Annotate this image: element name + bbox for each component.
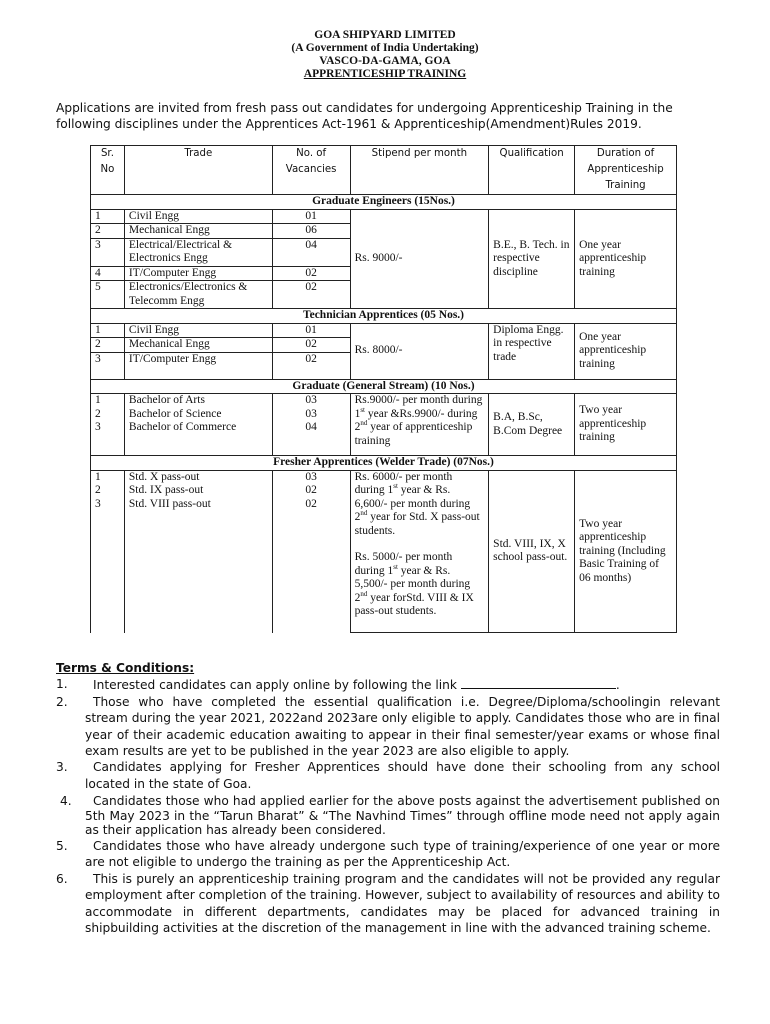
apprenticeship-table [90, 145, 677, 633]
trade-cell: IT/Computer Engg [124, 352, 272, 379]
item-text: Candidates applying for Fresher Apprentices should have done their schooling from any school located in the state of Goa. [85, 760, 720, 791]
stipend-text: year & Rs. 5,500/- per month during 2 [354, 564, 471, 604]
table-row [91, 470, 677, 484]
ordinal-suffix: st [393, 482, 398, 491]
vacancy-cell: 03 [272, 470, 350, 484]
sr-cell: 1 [91, 470, 125, 484]
table-row [91, 209, 677, 224]
sr-cell: 3 [91, 238, 125, 266]
sr-cell: 3 [91, 352, 125, 379]
stipend-cell [350, 394, 489, 456]
trade-cell: Civil Engg [124, 323, 272, 338]
qualification-cell: B.E., B. Tech. in respective discipline [489, 209, 575, 309]
org-subtitle: (A Government of India Undertaking) [291, 42, 479, 54]
duration-cell: Two year apprenticeship training [575, 394, 677, 456]
section-title: Graduate Engineers (15Nos.) [91, 195, 677, 210]
vacancy-cell: 06 [272, 224, 350, 239]
item-text: This is purely an apprenticeship training program and the candidates will not be provided any regular employment after completion of the training. However, subject to availability of resources and ability to accommodate in different departments, candidates may be placed for advanced training in shipbuilding activities at the discretion of the management in line with the advanced training scheme. [85, 871, 720, 936]
stipend-text: Rs. 5000/- per month during 1 [354, 551, 453, 577]
stipend-text: year & Rs. 6,600/- per month during 2 [354, 484, 471, 523]
stipend-std-x [355, 471, 485, 539]
stipend-text: year of apprenticeship training [354, 421, 473, 447]
section-title-row [91, 456, 677, 471]
trade-cell: Std. IX pass-out [124, 484, 272, 498]
vacancy-cell: 02 [272, 498, 350, 633]
vacancy-cell: 02 [272, 266, 350, 281]
application-link[interactable] [461, 676, 616, 689]
qualification-cell: Std. VIII, IX, X school pass-out. [489, 470, 575, 633]
section-title: Technician Apprentices (05 Nos.) [91, 309, 677, 324]
document-header [0, 29, 770, 81]
trade-cell: Bachelor of Science [124, 408, 272, 422]
section-title-row [91, 379, 677, 394]
vacancy-cell: 01 [272, 209, 350, 224]
sr-cell: 4 [91, 266, 125, 281]
terms-item [56, 759, 720, 792]
sr-cell: 2 [91, 484, 125, 498]
stipend-cell: Rs. 9000/- [350, 209, 489, 309]
item-number: 4. [60, 794, 72, 809]
vacancy-cell: 02 [272, 281, 350, 309]
sr-cell: 3 [91, 421, 125, 456]
stipend-text: Rs. 6000/- per month during 1 [354, 470, 453, 496]
item-text: Interested candidates can apply online by following the link [93, 678, 457, 693]
trade-cell: IT/Computer Engg [124, 266, 272, 281]
sr-cell: 1 [91, 209, 125, 224]
table-row [91, 323, 677, 338]
item-text: Those who have completed the essential qualification i.e. Degree/Diploma/schoolingin relevant stream during the year 2021, 2022and 2023are only eligible to apply. Candidates those who are in final year of their academic education awaiting to appear in their final semester/year exams or whose final exam results are yet to be published in the year 2023 are also eligible to apply. [85, 694, 720, 759]
ordinal-suffix: st [360, 405, 365, 414]
vacancy-cell: 01 [272, 323, 350, 338]
terms-heading: Terms & Conditions: [56, 661, 195, 675]
stipend-text: year forStd. VIII & IX pass-out students. [354, 591, 474, 617]
sr-cell: 2 [91, 338, 125, 353]
stipend-cell: Rs. 8000/- [350, 323, 489, 379]
trade-cell: Mechanical Engg [124, 338, 272, 353]
trade-cell: Bachelor of Arts [124, 394, 272, 408]
ordinal-suffix: st [393, 562, 398, 571]
stipend-text: Rs.9000/- per month during 1 [354, 394, 483, 420]
header-vacancies: No. of Vacancies [272, 146, 350, 195]
trade-cell: Electrical/Electrical & Electronics Engg [124, 238, 272, 266]
header-sr: Sr. No [91, 146, 125, 195]
vacancy-cell: 04 [272, 421, 350, 456]
item-number: 1. [56, 677, 68, 692]
section-title-row [91, 195, 677, 210]
terms-item [56, 676, 720, 693]
ordinal-suffix: nd [360, 509, 368, 518]
stipend-text: year for Std. X pass-out students. [354, 511, 480, 537]
sr-cell: 1 [91, 323, 125, 338]
duration-cell: One year apprenticeship training [575, 323, 677, 379]
sr-cell: 5 [91, 281, 125, 309]
trade-cell: Mechanical Engg [124, 224, 272, 239]
sr-cell: 2 [91, 224, 125, 239]
document-title: APPRENTICESHIP TRAINING [303, 68, 467, 80]
header-qualification: Qualification [489, 146, 575, 195]
trade-cell: Std. X pass-out [124, 470, 272, 484]
vacancy-cell: 03 [272, 394, 350, 408]
qualification-cell: Diploma Engg. in respective trade [489, 323, 575, 379]
duration-cell: One year apprenticeship training [575, 209, 677, 309]
org-location: VASCO-DA-GAMA, GOA [319, 55, 451, 67]
ordinal-suffix: nd [360, 419, 368, 428]
vacancy-cell: 02 [272, 352, 350, 379]
table-row [91, 394, 677, 408]
vacancy-cell: 02 [272, 484, 350, 498]
trade-cell: Bachelor of Commerce [124, 421, 272, 456]
item-text: Candidates those who had applied earlier for the above posts against the advertisement published on 5th May 2023 in the “Tarun Bharat” & “The Navhind Times” through offline mode need not apply again as their application has already been considered. [85, 794, 720, 838]
header-trade: Trade [124, 146, 272, 195]
intro-paragraph: Applications are invited from fresh pass out candidates for undergoing Apprenticeship Training in the following disciplines under the Apprentices Act-1961 & Apprenticeship(Amendment)Rules 2019. [56, 101, 673, 131]
vacancy-cell: 03 [272, 408, 350, 422]
terms-item [56, 794, 720, 838]
stipend-std-ix [355, 551, 485, 619]
duration-cell: Two year apprenticeship training (Including Basic Training of 06 months) [575, 470, 677, 633]
item-text: Candidates those who have already undergone such type of training/experience of one year or more are not eligible to undergo the training as per the Apprenticeship Act. [85, 839, 720, 870]
item-number: 2. [56, 694, 68, 709]
header-duration: Duration of Apprenticeship Training [575, 146, 677, 195]
stipend-text: year &Rs.9900/- during 2 [354, 407, 478, 433]
trade-cell: Electronics/Electronics & Telecomm Engg [124, 281, 272, 309]
terms-item [56, 838, 720, 871]
stipend-cell [350, 470, 489, 633]
ordinal-suffix: nd [360, 589, 368, 598]
section-title-row [91, 309, 677, 324]
item-number: 6. [56, 871, 68, 886]
item-number: 5. [56, 839, 68, 854]
org-name: GOA SHIPYARD LIMITED [314, 29, 456, 41]
sr-cell: 2 [91, 408, 125, 422]
table-header-row [91, 146, 677, 195]
terms-section [56, 660, 720, 936]
trade-cell: Std. VIII pass-out [124, 498, 272, 633]
item-suffix: . [615, 678, 620, 693]
terms-item [56, 694, 720, 760]
section-title: Graduate (General Stream) (10 Nos.) [91, 379, 677, 394]
header-stipend: Stipend per month [350, 146, 489, 195]
sr-cell: 1 [91, 394, 125, 408]
vacancy-cell: 02 [272, 338, 350, 353]
trade-cell: Civil Engg [124, 209, 272, 224]
item-number: 3. [56, 760, 68, 775]
section-title: Fresher Apprentices (Welder Trade) (07Nos.) [91, 456, 677, 471]
vacancy-cell: 04 [272, 238, 350, 266]
terms-item [56, 871, 720, 937]
qualification-cell: B.A, B.Sc, B.Com Degree [489, 394, 575, 456]
sr-cell: 3 [91, 498, 125, 633]
